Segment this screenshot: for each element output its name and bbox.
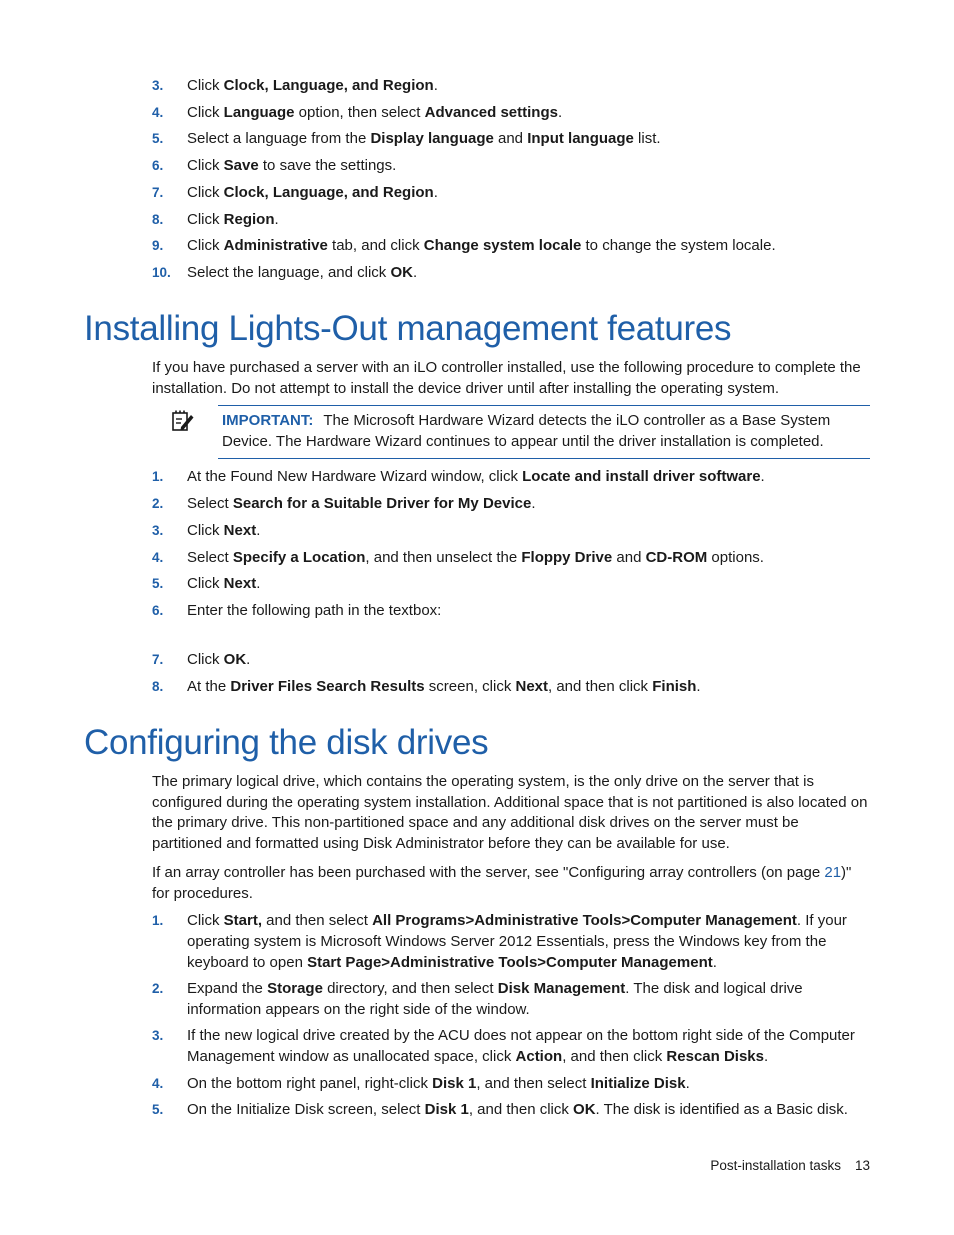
step-number: 4. [152, 550, 164, 565]
step-number: 6. [152, 603, 164, 618]
intro2-text-after: )" for procedures. [152, 864, 852, 902]
important-note-body: The Microsoft Hardware Wizard detects the iLO controller as a Base System Device. The Hardware Wizard continues to appear until the driver installation is completed. [222, 412, 831, 450]
important-note [218, 405, 870, 459]
section2-intro: The primary logical drive, which contains the operating system, is the only drive on the server that is configured during the operating system installation. Additional space that is not partitioned is also located on the primary drive. This non-partitioned space and any additional disk drives on the server must be partitioned and formatted using Disk Administrator before they can be available for use. [152, 773, 868, 852]
page-number: 13 [854, 1158, 870, 1173]
step-text: Click Region. [187, 211, 279, 228]
list-item [152, 209, 872, 230]
step-number: 2. [152, 496, 164, 511]
important-note-icon [171, 410, 195, 432]
step-text: Click OK. [187, 651, 251, 668]
step-text: Click Next. [187, 522, 261, 539]
step-number: 8. [152, 212, 164, 227]
list-item [152, 649, 872, 670]
section-title-disk-drives: Configuring the disk drives [84, 723, 489, 762]
step-text: At the Found New Hardware Wizard window, click Locate and install driver software. [187, 468, 765, 485]
list-item [152, 75, 872, 96]
list-item [152, 520, 872, 541]
step-text: On the bottom right panel, right-click Disk 1, and then select Initialize Disk. [187, 1075, 690, 1092]
step-text: Select the language, and click OK. [187, 264, 418, 281]
list-item [152, 493, 872, 514]
step-text: On the Initialize Disk screen, select Disk 1, and then click OK. The disk is identified as a Basic disk. [187, 1101, 848, 1118]
list-item [152, 676, 872, 697]
list-item [152, 978, 872, 1020]
step-number: 1. [152, 469, 164, 484]
step-text: Click Clock, Language, and Region. [187, 77, 438, 94]
list-item [152, 1025, 872, 1067]
list-item [152, 235, 872, 256]
list-item [152, 910, 872, 973]
list-item [152, 155, 872, 176]
intro2-text-before: If an array controller has been purchased with the server, see "Configuring array controllers (on page [152, 864, 825, 881]
section-title-lights-out: Installing Lights-Out management features [84, 309, 732, 348]
page-footer [710, 1158, 870, 1173]
step-number: 10. [152, 265, 171, 280]
step-text: At the Driver Files Search Results screen, click Next, and then click Finish. [187, 678, 701, 695]
step-number: 4. [152, 105, 164, 120]
list-item [152, 102, 872, 123]
step-text: Click Clock, Language, and Region. [187, 184, 438, 201]
step-number: 6. [152, 158, 164, 173]
important-label: IMPORTANT: [222, 412, 314, 429]
step-number: 5. [152, 1102, 164, 1117]
step-text: Click Start, and then select All Programs>Administrative Tools>Computer Management. If your operating system is Microsoft Windows Server 2012 Essentials, press the Windows key from the keyboard to open Start Page>Administrative Tools>Computer Management. [187, 912, 847, 971]
section2-intro-array [152, 863, 872, 904]
page-reference-link[interactable]: 21 [824, 864, 842, 881]
step-number: 9. [152, 238, 164, 253]
list-item [152, 547, 872, 568]
step-text: Select Search for a Suitable Driver for My Device. [187, 495, 536, 512]
step-number: 5. [152, 576, 164, 591]
step-text: Click Administrative tab, and click Change system locale to change the system locale. [187, 237, 776, 254]
step-number: 4. [152, 1076, 164, 1091]
step-text: Expand the Storage directory, and then select Disk Management. The disk and logical drive information appears on the right side of the window. [187, 980, 803, 1018]
step-number: 3. [152, 523, 164, 538]
list-item [152, 573, 872, 594]
step-number: 5. [152, 131, 164, 146]
step-number: 7. [152, 185, 164, 200]
step-number: 3. [152, 78, 164, 93]
step-text: Select Specify a Location, and then unselect the Floppy Drive and CD-ROM options. [187, 549, 764, 566]
list-item [152, 182, 872, 203]
step-text: Click Language option, then select Advanced settings. [187, 104, 563, 121]
step-text: Enter the following path in the textbox: [187, 602, 442, 619]
list-item [152, 1073, 872, 1094]
step-number: 1. [152, 913, 164, 928]
list-item [152, 262, 872, 283]
step-text: Click Next. [187, 575, 261, 592]
list-item [152, 1099, 872, 1120]
list-item [152, 128, 872, 149]
list-item [152, 600, 872, 621]
step-text: If the new logical drive created by the ACU does not appear on the bottom right side of the Computer Management window as unallocated space, click Action, and then click Rescan Disks. [187, 1027, 855, 1065]
footer-section-title: Post-installation tasks [710, 1158, 841, 1173]
section1-intro: If you have purchased a server with an iLO controller installed, use the following procedure to complete the installation. Do not attempt to install the device driver until after installing the operating system. [152, 359, 861, 397]
list-item [152, 466, 872, 487]
step-number: 8. [152, 679, 164, 694]
step-text: Click Save to save the settings. [187, 157, 397, 174]
step-number: 2. [152, 981, 164, 996]
step-number: 3. [152, 1028, 164, 1043]
step-number: 7. [152, 652, 164, 667]
important-note-text [222, 411, 862, 452]
step-text: Select a language from the Display language and Input language list. [187, 130, 661, 147]
